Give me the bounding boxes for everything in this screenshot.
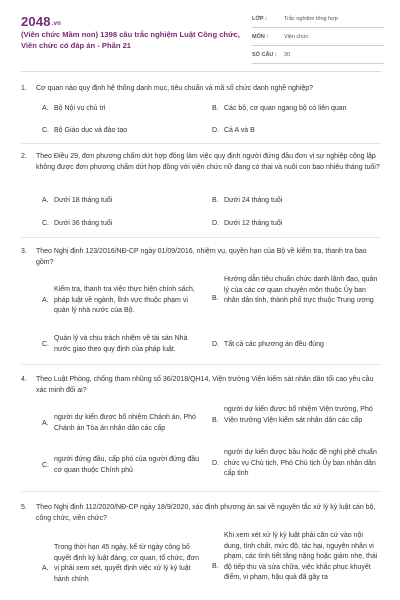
header-divider [21, 71, 381, 72]
option-letter: D. [212, 220, 219, 227]
answer-option[interactable] [42, 196, 212, 207]
answer-option[interactable] [212, 104, 382, 115]
option-text: Dưới 36 tháng tuổi [54, 220, 113, 227]
option-letter: B. [212, 197, 219, 204]
answer-option[interactable] [212, 196, 382, 207]
meta-row-class [252, 13, 384, 28]
site-logo[interactable] [21, 14, 61, 29]
question-stem [21, 374, 381, 396]
answer-option[interactable] [212, 126, 382, 137]
question-text: Cơ quan nào quy định hệ thống danh mục, tiêu chuẩn và mã số chức danh nghề nghiệp? [36, 85, 314, 92]
answer-option[interactable] [42, 334, 202, 355]
meta-row-count [252, 49, 384, 64]
document-header [0, 0, 400, 66]
answer-option[interactable] [212, 531, 382, 584]
option-letter: A. [42, 420, 49, 427]
option-letter: B. [212, 105, 219, 112]
option-text: Hướng dẫn tiêu chuẩn chức danh lãnh đạo, quản lý của các cơ quan chuyên môn thuộc Ủy ban nhân dân tỉnh, thành phố trực thuộc Trung ương [224, 276, 378, 304]
meta-key: LỚP : [252, 16, 267, 22]
logo-text: 2048 [21, 14, 51, 29]
document-meta [252, 13, 384, 67]
option-text: Quản lý và chịu trách nhiệm về tài sản Nhà nước giao theo quy định của pháp luật. [54, 335, 188, 353]
question-stem [21, 83, 381, 94]
question-divider [21, 491, 381, 492]
option-letter: C. [42, 462, 49, 469]
option-text: Dưới 18 tháng tuổi [54, 197, 113, 204]
answer-option[interactable] [212, 448, 382, 480]
option-letter: B. [212, 417, 219, 424]
question-item [21, 151, 381, 173]
meta-key: MÔN : [252, 34, 269, 40]
option-text: người dự kiến được bổ nhiệm Chánh án, Phó Chánh án Tòa án nhân dân các cấp [54, 414, 196, 432]
logo-suffix: .vn [51, 21, 62, 27]
option-text: Dưới 12 tháng tuổi [224, 220, 283, 227]
option-text: Cả A và B [224, 127, 255, 134]
option-text: Khi xem xét xử lý kỷ luật phải căn cứ vào nội dung, tính chất, mức độ, tác hại, nguyên nhân vi phạm, các tình tiết tăng nặng hoặc giảm nhẹ, thái độ tiếp thu và sửa chữa, việc khắc phục khuyết điểm, vi phạm, hậu quả đã gây ra [224, 532, 378, 581]
question-divider [21, 237, 381, 238]
option-text: Trong thời hạn 45 ngày, kể từ ngày công bố quyết định kỷ luật đảng, cơ quan, tổ chức, đơn vị phải xem xét, quyết định việc xử lý kỷ luật hành chính [54, 544, 200, 583]
answer-option[interactable] [42, 104, 212, 115]
question-stem [21, 151, 381, 173]
option-letter: D. [212, 460, 219, 467]
meta-value: Viên chức [284, 34, 309, 40]
option-letter: C. [42, 220, 49, 227]
question-text: Theo Nghị định 112/2020/NĐ-CP ngày 18/9/2020, xác định phương án sai về nguyên tắc xử lý kỷ luật cán bộ, công chức, viên chức? [36, 504, 376, 522]
answer-option[interactable] [212, 219, 382, 230]
answer-option[interactable] [212, 275, 382, 307]
option-text: Các bộ, cơ quan ngang bộ có liên quan [224, 105, 347, 112]
option-text: Bộ Nội vụ chủ trì [54, 105, 106, 112]
option-letter: C. [42, 341, 49, 348]
option-text: người dự kiến được bầu hoặc đề nghị phê chuẩn chức vụ Chủ tịch, Phó Chủ tịch Ủy ban nhân dân cấp tỉnh [224, 449, 377, 477]
option-letter: D. [212, 127, 219, 134]
question-number: 5. [21, 504, 27, 511]
answer-option[interactable] [212, 405, 382, 426]
option-letter: B. [212, 563, 219, 570]
answer-option[interactable] [42, 285, 202, 317]
answer-option[interactable] [42, 543, 202, 585]
question-number: 4. [21, 376, 27, 383]
question-stem [21, 246, 381, 268]
question-stem [21, 502, 381, 524]
option-text: Tất cả các phương án đều đúng [224, 341, 324, 348]
option-text: Dưới 24 tháng tuổi [224, 197, 283, 204]
question-divider [21, 364, 381, 365]
question-number: 2. [21, 153, 27, 160]
question-number: 3. [21, 248, 27, 255]
meta-value: 30 [284, 52, 291, 58]
answer-option[interactable] [212, 340, 382, 351]
option-text: Kiểm tra, thanh tra việc thực hiện chính sách, pháp luật về ngành, lĩnh vực thuộc phạm vi quản lý nhà nước của Bộ. [54, 286, 195, 314]
question-text: Theo Điều 29, đơn phương chấm dứt hợp đồng làm việc quy định người đứng đầu đơn vị sự nghiệp công lập không được đơn phương chấm dứt hợp đồng với viên chức nữ đang có thai và nuôi con bao nhiêu tháng tuổi? [36, 153, 380, 171]
question-item [21, 374, 381, 396]
option-text: Bộ Giáo dục và đào tạo [54, 127, 128, 134]
document-title: (Viên chức Mầm non) 1398 câu trắc nghiệm Luật Công chức, Viên chức có đáp án - Phần 21 [21, 30, 240, 50]
question-divider [21, 143, 381, 144]
question-item [21, 246, 381, 268]
option-text: người đứng đầu, cấp phó của người đứng đầu cơ quan thuộc Chính phủ [54, 456, 200, 474]
question-text: Theo Luật Phòng, chống tham nhũng số 36/2018/QH14, Viện trưởng Viện kiểm sát nhân dân tối cao yêu cầu xác minh đối ai? [36, 376, 374, 394]
question-number: 1. [21, 85, 27, 92]
option-text: người dự kiến được bổ nhiệm Viện trưởng, Phó Viện trưởng Viện kiểm sát nhân dân các cấp [224, 406, 373, 424]
answer-option[interactable] [42, 219, 212, 230]
meta-value: Trắc nghiệm tổng hợp [284, 16, 338, 22]
option-letter: D. [212, 341, 219, 348]
option-letter: A. [42, 297, 49, 304]
meta-key: SỐ CÂU : [252, 52, 277, 58]
question-item [21, 83, 381, 94]
answer-option[interactable] [42, 455, 202, 476]
meta-row-subject [252, 31, 384, 46]
question-item [21, 502, 381, 524]
option-letter: A. [42, 565, 49, 572]
answer-option[interactable] [42, 413, 202, 434]
option-letter: A. [42, 105, 49, 112]
question-text: Theo Nghị định 123/2016/NĐ-CP ngày 01/09/2016, nhiệm vụ, quyền hạn của Bộ về kiểm tra, thanh tra bao gồm? [36, 248, 367, 266]
option-letter: A. [42, 197, 49, 204]
answer-option[interactable] [42, 126, 212, 137]
option-letter: C. [42, 127, 49, 134]
option-letter: B. [212, 295, 219, 302]
